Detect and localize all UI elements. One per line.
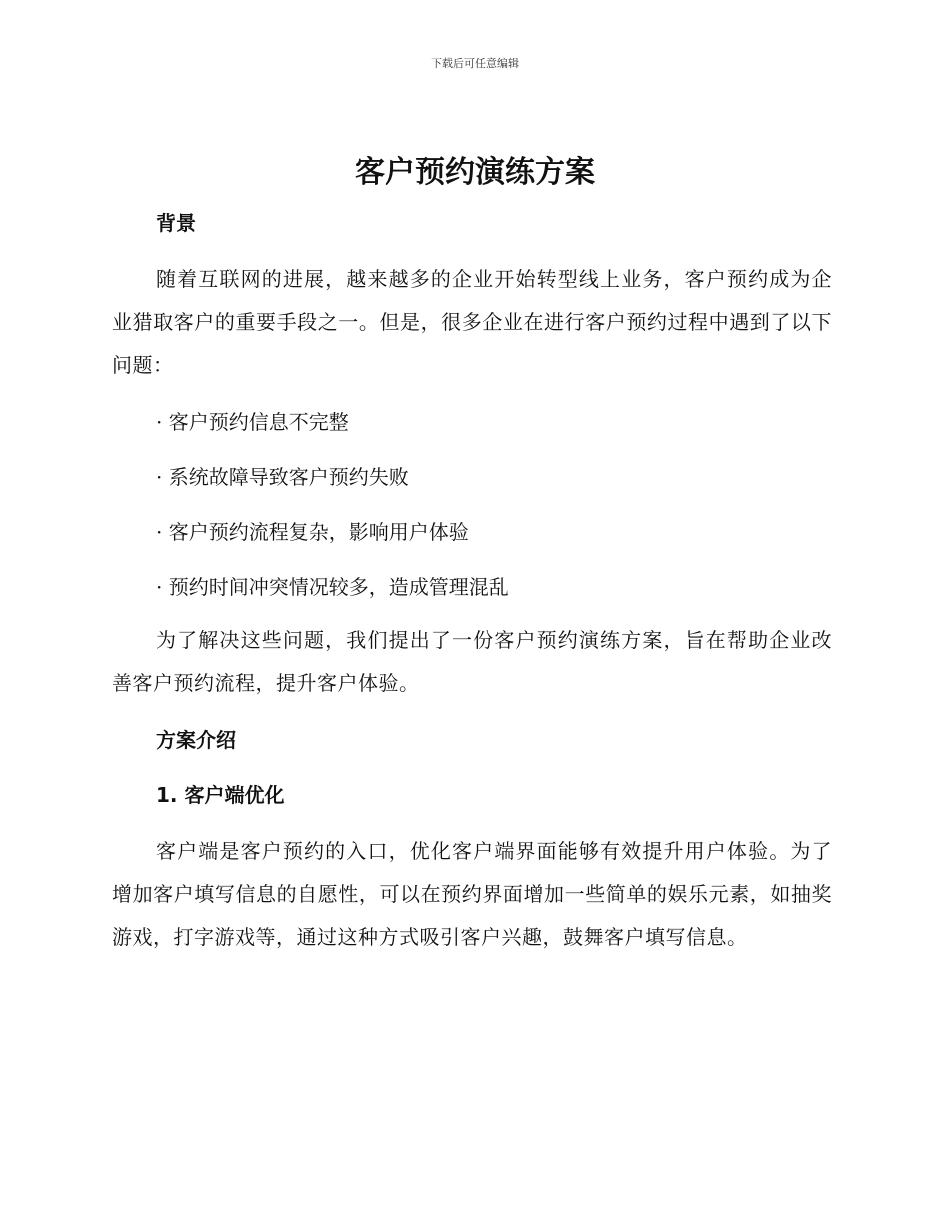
document-title: 客户预约演练方案 xyxy=(355,155,595,190)
background-intro-paragraph: 随着互联网的进展，越来越多的企业开始转型线上业务，客户预约成为企业猎取客户的重要手段之一。但是，很多企业在进行客户预约过程中遇到了以下问题： xyxy=(112,267,832,377)
bullet-item: · 客户预约流程复杂，影响用户体验 xyxy=(156,520,469,544)
page-header: 下载后可任意编辑 xyxy=(431,57,519,70)
subsection-heading-client-optimization: 1. 客户端优化 xyxy=(156,783,285,807)
section-heading-background: 背景 xyxy=(156,211,196,235)
bullet-item: · 预约时间冲突情况较多，造成管理混乱 xyxy=(156,575,509,599)
bullet-item: · 客户预约信息不完整 xyxy=(156,410,349,434)
background-conclusion-paragraph: 为了解决这些问题，我们提出了一份客户预约演练方案，旨在帮助企业改善客户预约流程，提升客户体验。 xyxy=(112,628,832,695)
bullet-item: · 系统故障导致客户预约失败 xyxy=(156,465,409,489)
document-body xyxy=(112,203,832,959)
client-optimization-paragraph: 客户端是客户预约的入口，优化客户端界面能够有效提升用户体验。为了增加客户填写信息的自愿性，可以在预约界面增加一些简单的娱乐元素，如抽奖游戏，打字游戏等，通过这种方式吸引客户兴趣，鼓舞客户填写信息。 xyxy=(112,839,832,949)
section-heading-plan: 方案介绍 xyxy=(156,728,236,752)
